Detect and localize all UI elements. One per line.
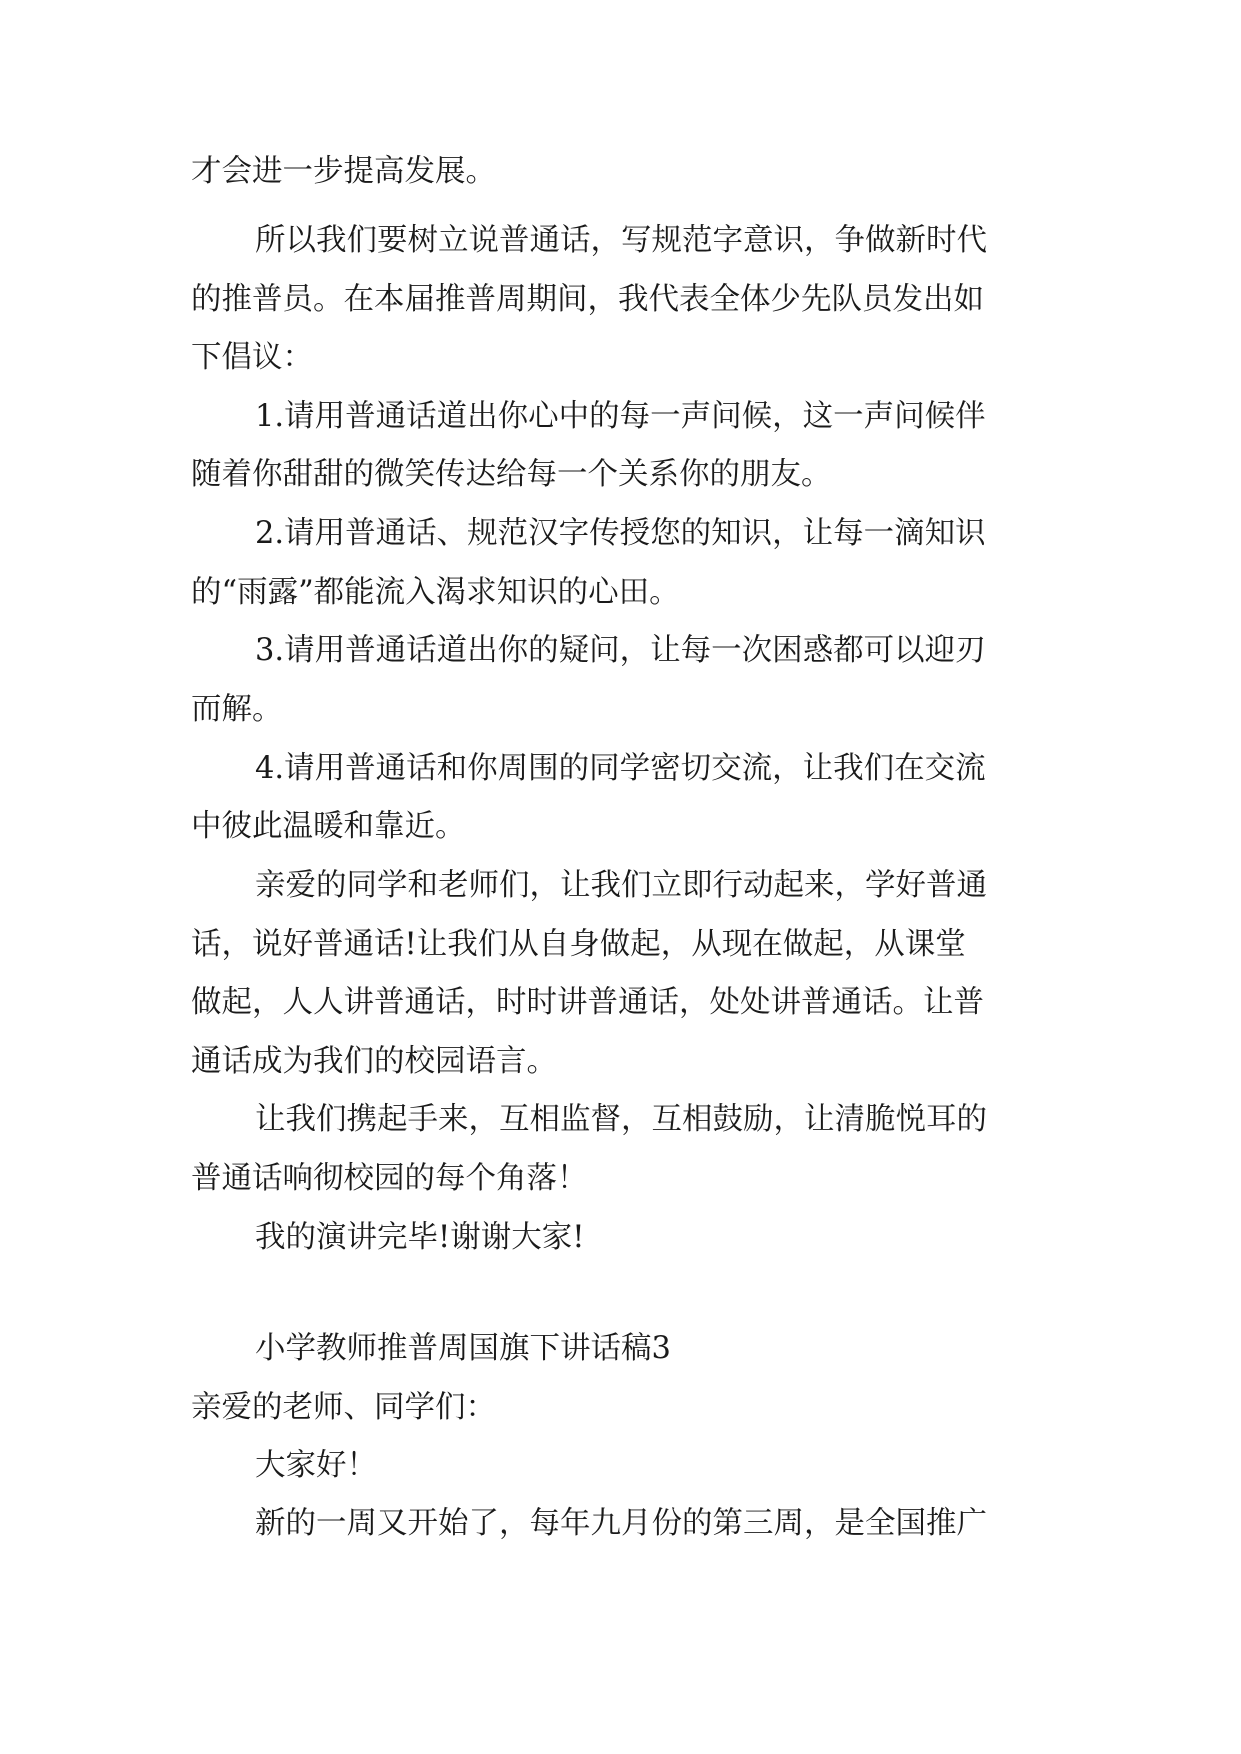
text-line: 通话成为我们的校园语言。 xyxy=(191,1044,557,1079)
section-title: 小学教师推普周国旗下讲话稿3 xyxy=(255,1331,671,1366)
text-line: 的推普员。在本届推普周期间，我代表全体少先队员发出如 xyxy=(191,282,984,317)
text-line: 随着你甜甜的微笑传达给每一个关系你的朋友。 xyxy=(191,457,832,492)
greeting: 大家好！ xyxy=(255,1448,377,1483)
text-line: 普通话响彻校园的每个角落！ xyxy=(191,1161,588,1196)
text-line: 下倡议： xyxy=(191,340,313,375)
text-line: 2.请用普通话、规范汉字传授您的知识，让每一滴知识 xyxy=(255,516,986,551)
text-line: 3.请用普通话道出你的疑问，让每一次困惑都可以迎刃 xyxy=(255,633,986,668)
text-line: 所以我们要树立说普通话，写规范字意识，争做新时代 xyxy=(255,223,987,258)
text-line: 做起，人人讲普通话，时时讲普通话，处处讲普通话。让普 xyxy=(191,985,984,1020)
text-line: 而解。 xyxy=(191,692,283,727)
text-line: 1.请用普通话道出你心中的每一声问候，这一声问候伴 xyxy=(255,399,986,434)
text-line: 中彼此温暖和靠近。 xyxy=(191,809,466,844)
salutation: 亲爱的老师、同学们： xyxy=(191,1390,496,1425)
text-line: 才会进一步提高发展。 xyxy=(191,154,496,189)
text-line: 我的演讲完毕!谢谢大家! xyxy=(255,1220,585,1255)
text-line: 让我们携起手来，互相监督，互相鼓励，让清脆悦耳的 xyxy=(255,1102,987,1137)
text-line: 的“雨露”都能流入渴求知识的心田。 xyxy=(191,575,680,610)
text-line: 4.请用普通话和你周围的同学密切交流，让我们在交流 xyxy=(255,751,986,786)
text-line: 新的一周又开始了，每年九月份的第三周，是全国推广 xyxy=(255,1506,987,1541)
text-line: 亲爱的同学和老师们，让我们立即行动起来，学好普通 xyxy=(255,868,987,903)
text-line: 话，说好普通话!让我们从自身做起，从现在做起，从课堂 xyxy=(191,927,966,962)
